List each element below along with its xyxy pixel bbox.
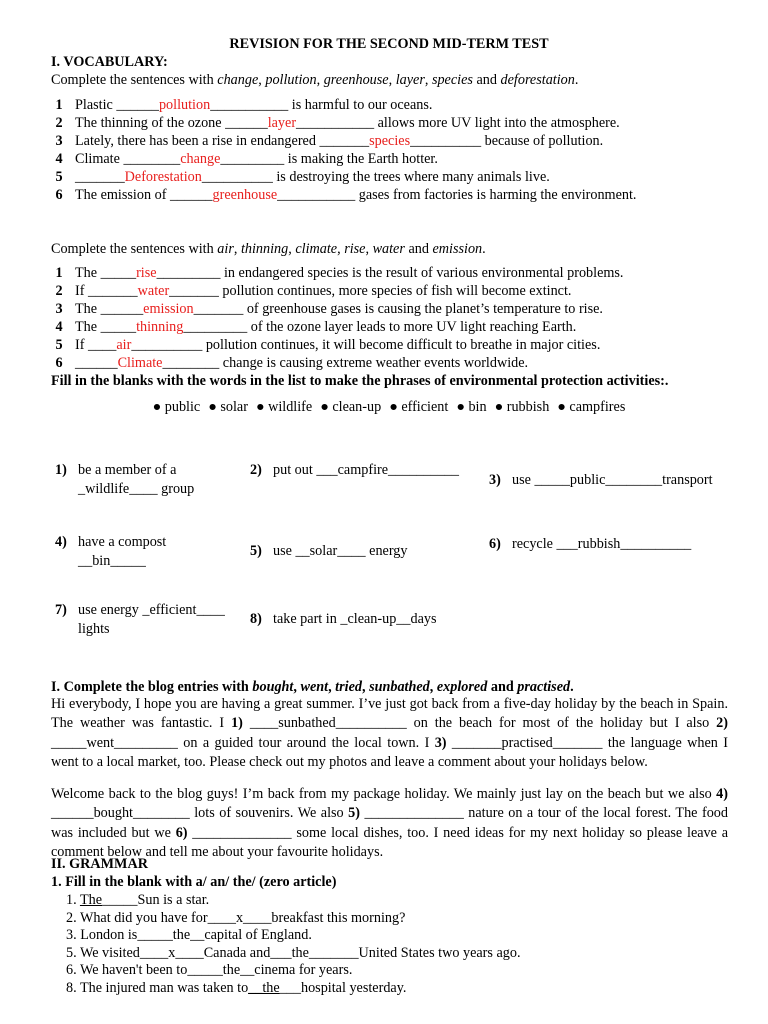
sentence-number: 3 (55, 133, 63, 149)
heading-word: sunbathed (369, 679, 430, 695)
sentence-row (51, 301, 603, 318)
sentence-row (51, 265, 623, 282)
answer-text: change (180, 151, 221, 167)
grammar-text: We visited____x____Canada and___the_______United States two years ago. (79, 944, 521, 961)
vocabulary-heading: I. VOCABULARY: (51, 54, 168, 70)
heading-word: practised (517, 679, 571, 695)
bullet-icon: ● (389, 399, 398, 415)
sentence-text: The _____ (75, 319, 137, 335)
phrases-heading: Fill in the blanks with the words in the list to make the phrases of environmental protection activities:. (51, 373, 669, 389)
phrase-number: 2) (250, 462, 262, 478)
word-list-word: public (164, 399, 201, 415)
sentence-text: The _____ (75, 265, 137, 281)
grammar-number: 8. (66, 979, 80, 996)
word-list-item (320, 399, 381, 415)
bullet-icon: ● (320, 399, 329, 415)
answer-text: layer (267, 115, 297, 131)
word-list-word: solar (220, 399, 248, 415)
word-list-word: campfires (569, 399, 626, 415)
phrase-text: lights (78, 621, 110, 637)
phrase-text: have a compost (78, 534, 167, 550)
instruction-word: water (372, 241, 405, 257)
instruction-word: layer (395, 72, 425, 88)
heading-word: tried (335, 679, 362, 695)
page-title: REVISION FOR THE SECOND MID-TERM TEST (229, 36, 549, 52)
word-list-word: efficient (401, 399, 449, 415)
instruction-word: pollution (265, 72, 317, 88)
phrase-text: __bin_____ (78, 553, 146, 569)
grammar-line (66, 927, 312, 944)
sentence-row (51, 97, 432, 114)
sentence-text: ___________ is harmful to our oceans. (210, 97, 433, 113)
phrase-text: use energy _efficient____ (78, 602, 225, 618)
sentence-number: 3 (55, 301, 63, 317)
sentence-text: _______ pollution continues, more species of fish will become extinct. (169, 283, 572, 299)
sentence-text: The ______ (75, 301, 144, 317)
answer-text: pollution (158, 97, 211, 113)
blog-text: ______bought________ lots of souvenirs. We also (51, 805, 349, 822)
sentence-number: 4 (55, 319, 63, 335)
word-list-item (557, 399, 625, 415)
instruction-word: thinning (240, 241, 289, 257)
sentence-text: ___________ allows more UV light into the atmosphere. (296, 115, 620, 131)
blank-number: 1) (231, 715, 243, 732)
sentence-text: Lately, there has been a rise in endangered _______ (75, 133, 370, 149)
grammar-text: The injured man was taken to (79, 979, 249, 996)
sentence-row (51, 133, 603, 150)
sentence-row (51, 151, 438, 168)
grammar-number: 3. (66, 927, 81, 943)
blog-text: ______________ some local dishes, too. I need ideas for my next holiday so please leave a comment below and tell me about your favourite holidays. (51, 824, 728, 861)
sentence-row (51, 283, 571, 300)
phrase-number: 1) (55, 462, 67, 478)
instruction-text: Complete the sentences with (51, 241, 218, 257)
phrase-number: 6) (489, 536, 501, 552)
instruction-word: air (217, 241, 234, 257)
answer-text: air (116, 337, 132, 353)
sentence-row (51, 115, 620, 132)
sentence-text: _________ in endangered species is the result of various environmental problems. (156, 265, 624, 281)
answer-text: emission (143, 301, 194, 317)
bullet-icon: ● (152, 399, 162, 415)
grammar-number: 6. (66, 962, 80, 978)
sentence-text: _______ of greenhouse gases is causing the planet’s temperature to rise. (193, 301, 603, 317)
grammar-line (66, 962, 352, 979)
phrase-text: put out ___campfire__________ (273, 462, 459, 478)
word-list-item (456, 399, 486, 415)
grammar-subheading: 1. Fill in the blank with a/ an/ the/ (zero article) (51, 874, 337, 890)
grammar-answer: __the (248, 979, 280, 996)
grammar-text: What did you have for____x____breakfast this morning? (79, 909, 406, 926)
word-list-item (153, 399, 201, 415)
blog-entry-1 (51, 695, 728, 773)
grammar-text: London is_____the__capital of England. (80, 927, 312, 943)
phrase-number: 3) (489, 472, 501, 488)
grammar-number: 2. (66, 909, 80, 926)
sentence-text: ________ change is causing extreme weather events worldwide. (162, 355, 529, 371)
sentence-number: 4 (55, 151, 63, 167)
grammar-number: 1. (66, 892, 80, 908)
sentence-text: _________ is making the Earth hotter. (220, 151, 438, 167)
bullet-icon: ● (494, 399, 504, 415)
answer-text: greenhouse (212, 187, 278, 203)
instruction-word: change (217, 72, 259, 88)
blog-text: Hi everybody, I hope you are having a great summer. I’ve just got back from a five-day holiday by the beach in Spain. The weather was fantastic. I (51, 696, 728, 732)
sentence-number: 6 (55, 187, 63, 203)
sentence-row (51, 355, 528, 372)
blank-number: 3) (434, 734, 447, 751)
sentence-text: The emission of ______ (75, 187, 213, 203)
answer-text: Climate (117, 355, 163, 371)
grammar-answer: The (79, 892, 102, 908)
heading-word: bought (252, 679, 294, 695)
answer-text: rise (136, 265, 157, 281)
blank-number: 4) (716, 786, 728, 802)
instruction-text: and (404, 241, 433, 257)
phrase-number: 4) (55, 534, 67, 550)
answer-text: Deforestation (124, 169, 202, 185)
sentence-number: 6 (55, 355, 63, 371)
bullet-icon: ● (208, 399, 217, 415)
instruction-word: rise (344, 241, 366, 257)
sentence-text: The thinning of the ozone ______ (75, 115, 268, 131)
bullet-icon: ● (255, 399, 265, 415)
grammar-text: _____Sun is a star. (102, 892, 210, 908)
word-list-word: wildlife (268, 399, 313, 415)
bullet-icon: ● (557, 399, 566, 415)
sentence-number: 2 (55, 115, 63, 131)
phrase-number: 8) (250, 611, 262, 627)
heading-word: explored (436, 679, 488, 695)
phrase-text: take part in _clean-up__days (273, 611, 437, 627)
word-list-item (208, 399, 248, 415)
sentence-text: ___________ gases from factories is harming the environment. (277, 187, 637, 203)
word-list-item (495, 399, 550, 415)
sentence-number: 1 (55, 265, 63, 281)
sentence-text: _________ of the ozone layer leads to more UV light reaching Earth. (183, 319, 577, 335)
blog-text: ____sunbathed__________ on the beach for most of the holiday but I also (242, 715, 717, 732)
word-list-item (389, 399, 448, 415)
blank-number: 2) (716, 715, 728, 732)
vocabulary-instruction-2: Complete the sentences with air, thinning, climate, rise, water and emission. (51, 241, 486, 257)
phrase-text: _wildlife____ group (78, 481, 195, 497)
sentence-text: ______ (75, 355, 118, 371)
sentence-number: 5 (55, 169, 63, 185)
sentence-row (51, 319, 576, 336)
blog-text: ______________ nature on a tour of the local forest. The food was included but we (51, 805, 728, 841)
blog-text: Welcome back to the blog guys! I’m back from my package holiday. We mainly just lay on the beach but we also (51, 786, 717, 802)
word-list-word: rubbish (506, 399, 550, 415)
sentence-number: 5 (55, 337, 63, 353)
answer-text: water (137, 283, 170, 299)
bullet-icon: ● (456, 399, 465, 415)
sentence-text: _______ (75, 169, 125, 185)
phrase-number: 7) (55, 602, 67, 618)
word-list-word: clean-up (332, 399, 382, 415)
instruction-word: deforestation (500, 72, 575, 88)
sentence-text: If _______ (75, 283, 138, 299)
word-list (0, 399, 768, 416)
sentence-text: __________ because of pollution. (410, 133, 604, 149)
phrase-number: 5) (250, 543, 262, 559)
phrase-text: recycle ___rubbish__________ (512, 536, 692, 552)
instruction-word: climate (295, 241, 338, 257)
sentence-text: Plastic ______ (75, 97, 159, 113)
grammar-line (66, 910, 405, 927)
vocabulary-instruction-1: Complete the sentences with change, pollution, greenhouse, layer, species and deforestation. (51, 72, 579, 88)
grammar-text: ___hospital yesterday. (279, 979, 407, 996)
sentence-number: 1 (55, 97, 63, 113)
instruction-word: emission (432, 241, 483, 257)
blog-heading: I. Complete the blog entries with bought, went, tried, sunbathed, explored and practised. (51, 679, 574, 695)
sentence-row (51, 337, 600, 354)
heading-word: went (300, 679, 329, 695)
blank-number: 5) (348, 805, 360, 822)
grammar-line (66, 892, 209, 909)
sentence-number: 2 (55, 283, 63, 299)
instruction-text: and (472, 72, 501, 88)
sentence-text: __________ pollution continues, it will become difficult to breathe in major cities. (131, 337, 601, 353)
blog-text: _______practised_______ the language when I went to a local market, too. Please check out my photos and leave a comment about your holidays below. (51, 734, 728, 771)
blog-entry-2 (51, 785, 728, 863)
grammar-line (66, 980, 406, 997)
sentence-row (51, 169, 550, 186)
instruction-word: greenhouse (323, 72, 389, 88)
instruction-text: Complete the sentences with (51, 72, 218, 88)
blog-text: _____went_________ on a guided tour around the local town. I (51, 734, 435, 751)
grammar-number: 5. (66, 944, 80, 961)
sentence-text: __________ is destroying the trees where many animals live. (201, 169, 550, 185)
answer-text: thinning (136, 319, 184, 335)
blank-number: 6) (175, 824, 188, 841)
grammar-text: We haven't been to_____the__cinema for years. (79, 962, 353, 978)
phrase-text: be a member of a (78, 462, 177, 478)
word-list-item (256, 399, 312, 415)
grammar-line (66, 945, 521, 962)
phrase-text: use __solar____ energy (273, 543, 408, 559)
sentence-row (51, 187, 636, 204)
sentence-text: Climate ________ (75, 151, 181, 167)
instruction-word: species (431, 72, 473, 88)
phrase-text: use _____public________transport (512, 472, 713, 488)
word-list-word: bin (468, 399, 487, 415)
sentence-text: If ____ (75, 337, 117, 353)
answer-text: species (369, 133, 411, 149)
grammar-heading: II. GRAMMAR (51, 856, 148, 872)
